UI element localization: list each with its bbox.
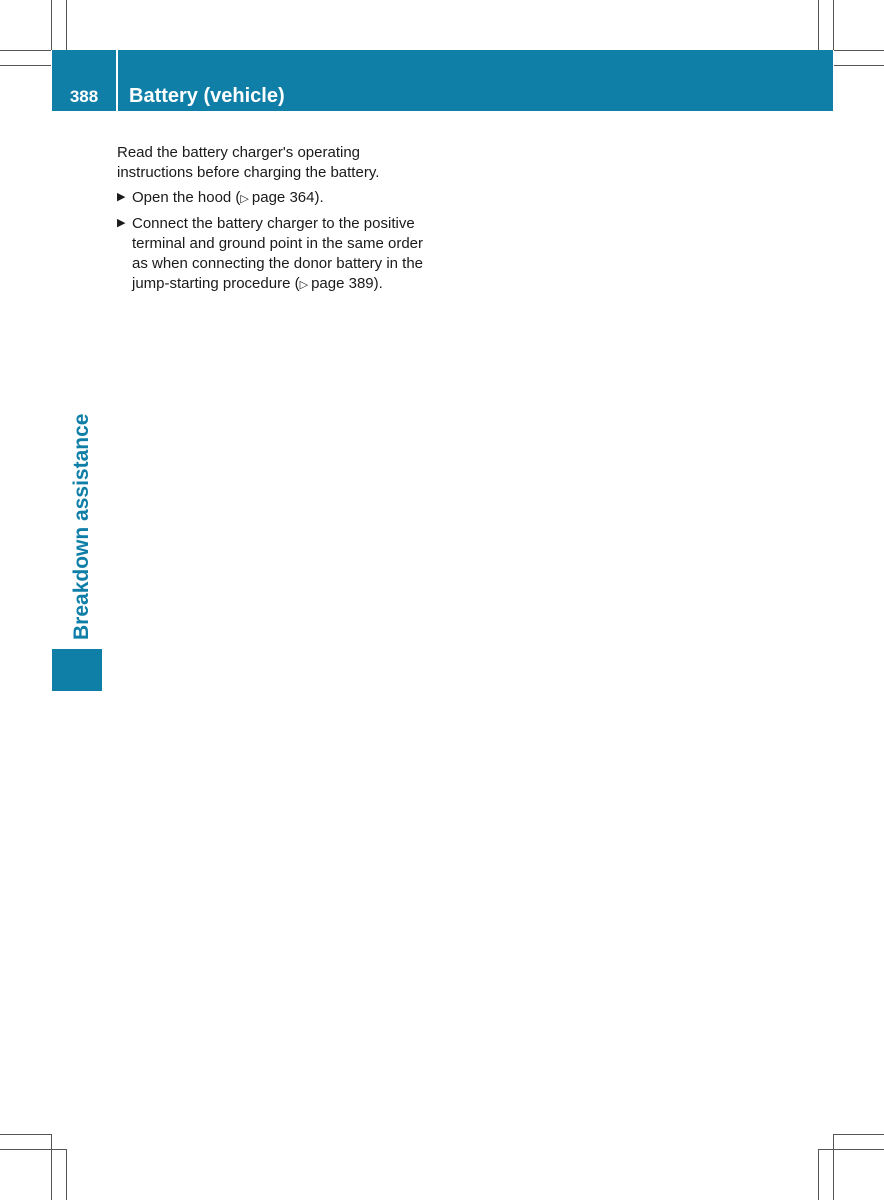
crop-mark: [818, 1149, 884, 1150]
crop-mark: [66, 1149, 67, 1200]
crop-mark: [66, 0, 67, 50]
page-content: [117, 143, 437, 301]
page-reference-triangle-icon: ▷: [240, 192, 249, 205]
page-title: Battery (vehicle): [129, 85, 285, 107]
triangle-right-icon: ▶: [117, 217, 126, 230]
step-text-end: ).: [373, 274, 383, 292]
crop-mark: [834, 65, 884, 66]
instruction-steps: [117, 188, 437, 296]
crop-mark: [833, 1134, 884, 1135]
triangle-right-icon: ▶: [117, 190, 126, 203]
crop-mark: [833, 1134, 834, 1200]
crop-mark: [0, 1134, 51, 1135]
section-tab-marker: [52, 649, 102, 691]
page-number: 388: [69, 87, 99, 106]
step-text: Open the hood (: [132, 188, 241, 206]
crop-mark: [0, 1149, 66, 1150]
page-reference-triangle-icon: ▷: [299, 278, 309, 291]
crop-mark: [818, 1149, 819, 1200]
crop-mark: [834, 50, 884, 51]
crop-mark: [0, 50, 51, 51]
instruction-step: [117, 214, 437, 295]
crop-mark: [0, 65, 51, 66]
step-text: Connect the battery charger to the positive terminal and ground point in the same order as when connecting the donor battery in the jump-starting procedure (: [132, 215, 424, 292]
section-tab-label: Breakdown assistance: [70, 413, 93, 640]
intro-paragraph: Read the battery charger's operating instructions before charging the battery.: [117, 144, 380, 181]
crop-mark: [51, 1134, 52, 1200]
instruction-step: [117, 188, 437, 210]
page-reference-link[interactable]: page 389: [311, 274, 374, 292]
crop-mark: [51, 0, 52, 50]
header-divider: [116, 50, 118, 111]
crop-mark: [833, 0, 834, 50]
step-text-end: ).: [314, 188, 324, 206]
crop-mark: [818, 0, 819, 50]
page-reference-link[interactable]: page 364: [251, 188, 315, 206]
